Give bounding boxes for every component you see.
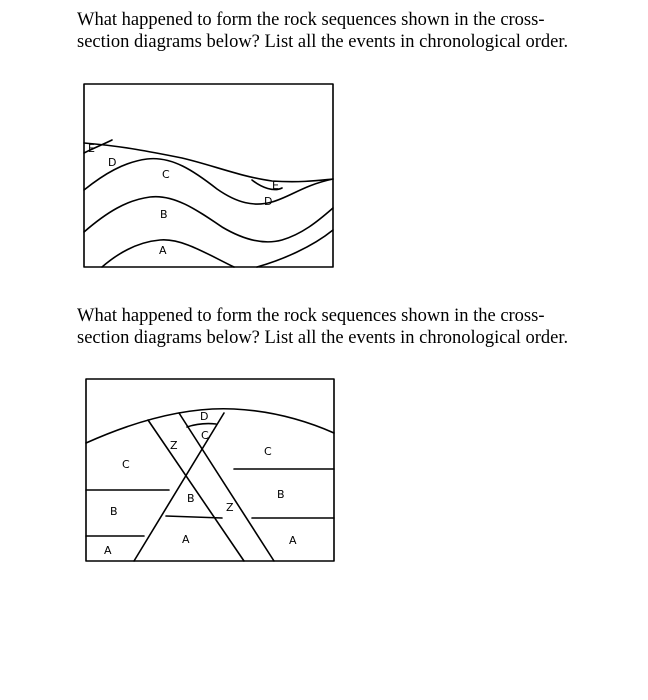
unconformity-surface-line	[84, 143, 333, 182]
label-d: D	[200, 410, 209, 423]
layer-b-a-boundary-line	[102, 240, 234, 267]
label-b-center: B	[187, 492, 195, 505]
label-b: B	[160, 208, 168, 221]
label-c-left: C	[122, 458, 130, 471]
layer-c-b-boundary-line	[84, 197, 333, 242]
label-a-right: A	[289, 534, 297, 547]
label-a: A	[159, 244, 167, 257]
label-b-left: B	[110, 505, 118, 518]
fault-cross-section-diagram	[84, 377, 338, 565]
erosion-surface-line	[86, 409, 334, 443]
inner-d-c-boundary-line	[187, 424, 216, 427]
label-d: D	[108, 156, 117, 169]
label-c: C	[162, 168, 170, 181]
label-d-trough: D	[264, 195, 273, 208]
label-e-trough: E	[272, 179, 279, 192]
question-1-text: What happened to form the rock sequences shown in the cross-section diagrams below? List all the events in chronological order.	[77, 10, 569, 52]
label-z-lower: Z	[226, 501, 234, 514]
label-e-top: E	[88, 142, 95, 155]
label-a-left: A	[104, 544, 112, 557]
diagram-1-border	[84, 84, 333, 267]
label-c-right: C	[264, 445, 272, 458]
label-b-right: B	[277, 488, 285, 501]
label-a-center: A	[182, 533, 190, 546]
label-c-inner: C	[201, 429, 209, 442]
label-z-upper: Z	[170, 439, 178, 452]
question-2-text: What happened to form the rock sequences shown in the cross-section diagrams below? List all the events in chronological order.	[77, 306, 569, 348]
fault-line	[134, 413, 224, 561]
fold-cross-section-diagram	[82, 82, 338, 272]
